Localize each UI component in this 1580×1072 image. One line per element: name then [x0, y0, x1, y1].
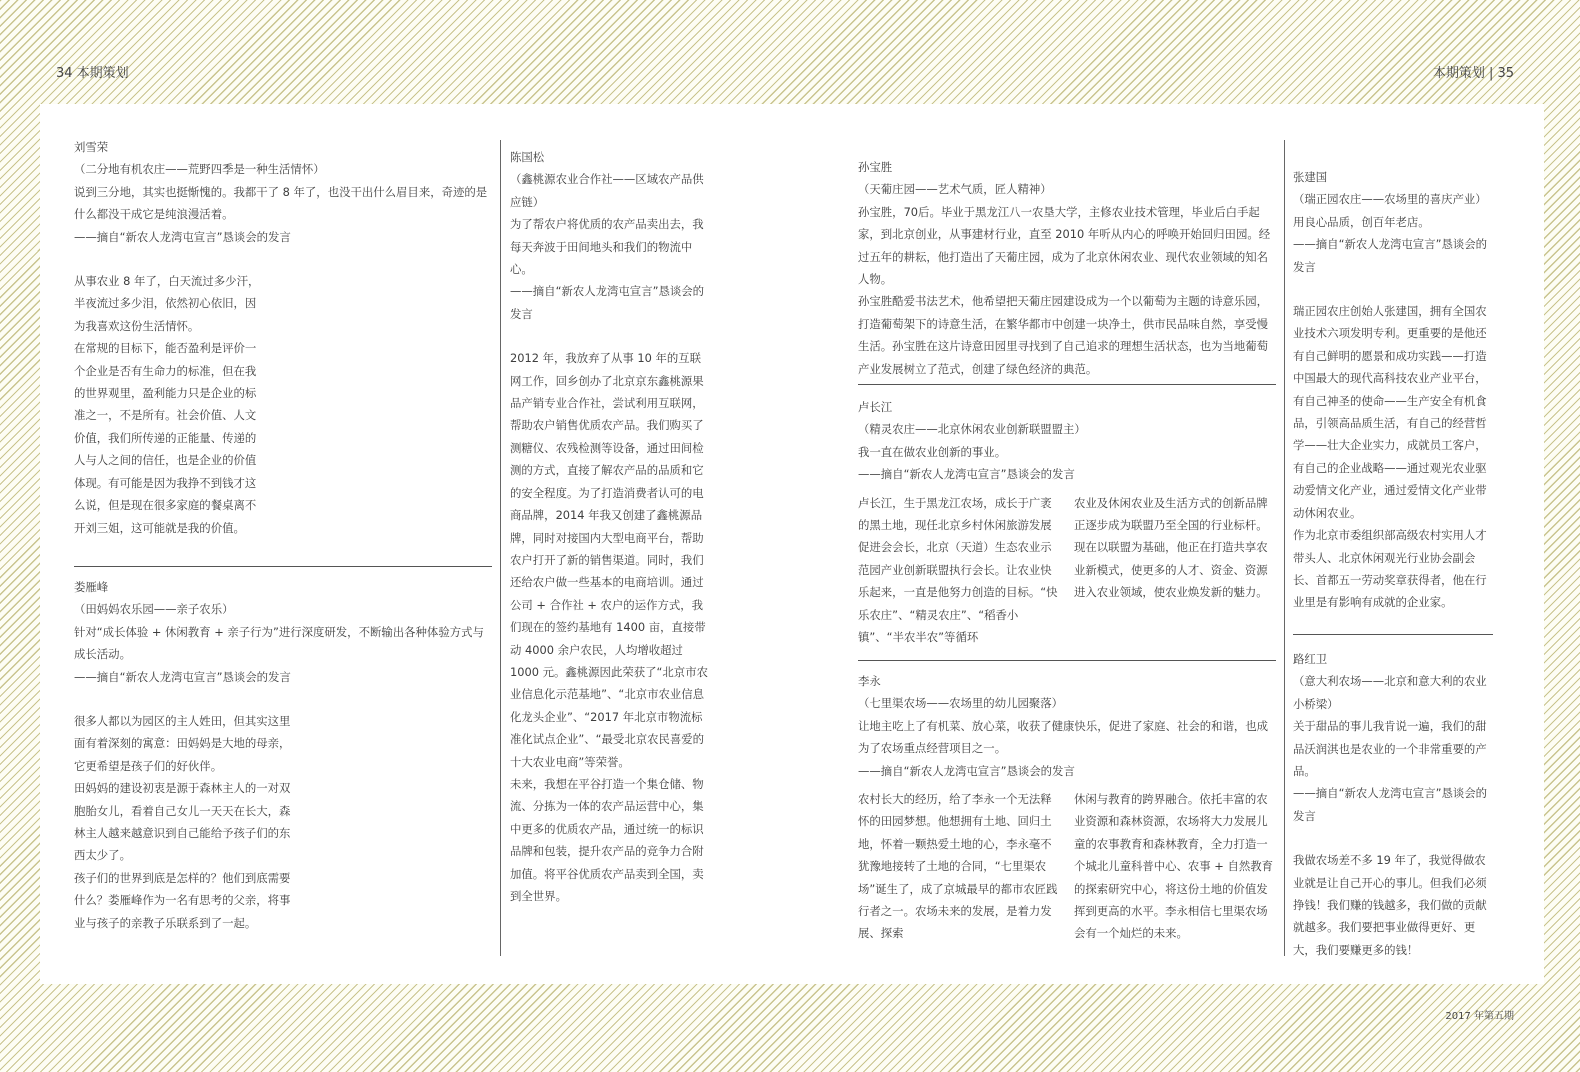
profile-body-left: 农村长大的经历，给了李永一个无法释怀的田园梦想。他想拥有土地、回归土地，怀着一颗热爱土地的心，李永毫不犹豫地接转了土地的合同，“七里渠农场”诞生了，成了京城最早的都市农匠践行者之一。农场未来的发展，是着力发展、探索	[858, 792, 1058, 941]
body-line: 面有着深刻的寓意：田妈妈是大地的母亲，	[74, 736, 291, 751]
body-line: 西太少了。	[74, 848, 131, 863]
body-line: 半夜流过多少泪，依然初心依旧，因	[74, 296, 257, 311]
profile-company: （鑫桃源农业合作社——区域农产品供应链）	[510, 172, 704, 209]
profile-body	[74, 270, 492, 539]
body-line: 么说，但是现在很多家庭的餐桌离不	[74, 498, 257, 513]
body-line: 个企业是否有生命力的标准，但在我	[74, 363, 257, 378]
profile-source: ——摘自“新农人龙湾屯宣言”恳谈会的发言	[858, 467, 1075, 482]
profile-company: （意大利农场——北京和意大利的农业小桥梁）	[1293, 674, 1487, 711]
profile-name: 陈国松	[510, 150, 545, 164]
section-divider	[858, 660, 1276, 661]
profile-name: 路红卫	[1293, 652, 1328, 666]
body-line: 从事农业 8 年了，白天流过多少汗，	[74, 274, 260, 289]
section-divider	[74, 566, 492, 567]
profile-company: （二分地有机农庄——荒野四季是一种生活情怀）	[74, 162, 325, 177]
profile-quote: 用良心品质，创百年老店。	[1293, 214, 1430, 229]
profile-lou	[74, 576, 494, 934]
profile-quote: 关于甜品的事儿我肯说一遍，我们的甜品沃润淇也是农业的一个非常重要的产品。	[1293, 719, 1487, 779]
profile-zhang	[1293, 166, 1493, 614]
body-line: 田妈妈的建设初衷是源于森林主人的一对双	[74, 781, 291, 796]
profile-name: 张建国	[1293, 170, 1328, 184]
profile-body-right: 农业及休闲农业及生活方式的创新品牌正逐步成为联盟乃至全国的行业标杆。现在以联盟为基础，他正在打造共享农业新模式，使更多的人才、资金、资源进入农业领域，使农业焕发新的魅力。	[1074, 495, 1268, 600]
body-line: 它更希望是孩子们的好伙伴。	[74, 758, 223, 773]
body-line: 开刘三姐，这可能就是我的价值。	[74, 520, 245, 535]
profile-source: ——摘自“新农人龙湾屯宣言”恳谈会的发言	[1293, 786, 1488, 823]
column-divider	[500, 140, 501, 956]
profile-body-paragraph: 2012 年，我放弃了从事 10 年的互联网工作，回乡创办了北京京东鑫桃源果品产销专业合作社，尝试利用互联网，帮助农户销售优质农产品。我们购买了测糖仪、农残检测等设备，通过田间检测的方式，直接了解农产品的品质和它的安全程度。为了打造消费者认可的电商品牌，2014 年我又创建了鑫桃源品牌，同时对接国内大型电商平台，帮助农户打开了新的销售渠道。同时，我们还给农户做一些基本的电商培训。通过公司 + 合作社 + 农户的运作方式，我们现在的签约基地有 1400 亩，直接带动 4000 余户农民，人均增收超过 1000 元。鑫桃源因此荣获了“北京市农业信息化示范基地”、“北京市农业信息化龙头企业”、“2017 年北京市物流标准化试点企业”、“最受北京农民喜爱的十大农业电商”等荣誉。	[510, 351, 708, 769]
profile-source: ——摘自“新农人龙湾屯宣言”恳谈会的发言	[858, 763, 1075, 778]
profile-li	[858, 670, 1276, 945]
profile-quote: 为了帮农户将优质的农产品卖出去，我每天奔波于田间地头和我们的物流中心。	[510, 217, 704, 277]
profile-liu	[74, 136, 492, 539]
body-line: 准之一，不是所有。社会价值、人文	[74, 408, 257, 423]
profile-name: 李永	[858, 674, 881, 688]
body-line: 价值，我们所传递的正能量、传递的	[74, 430, 257, 445]
column-divider	[1284, 140, 1285, 956]
body-line: 业与孩子的亲教子乐联系到了一起。	[74, 915, 257, 930]
profile-source: ——摘自“新农人龙湾屯宣言”恳谈会的发言	[510, 284, 705, 321]
body-line: 胞胎女儿，看着自己女儿一天天在长大，森	[74, 803, 291, 818]
profile-company: （瑞正园农庄——农场里的喜庆产业）	[1293, 192, 1487, 207]
body-line: 体现。有可能是因为我挣不到钱才这	[74, 475, 257, 490]
profile-body-paragraph: 孙宝胜，70后。毕业于黑龙江八一农垦大学，主修农业技术管理，毕业后白手起家，到北京创业，从事建材行业，直至 2010 年听从内心的呼唤开始回归田园。经过五年的耕耘，他打造出了天葡庄园，成为了北京休闲农业、现代农业领域的知名人物。	[858, 204, 1271, 287]
body-line: 人与人之间的信任，也是企业的价值	[74, 453, 257, 468]
body-line: 很多人都以为园区的主人姓田，但其实这里	[74, 714, 291, 729]
profile-source: ——摘自“新农人龙湾屯宣言”恳谈会的发言	[1293, 237, 1488, 274]
profile-body-paragraph: 作为北京市委组织部高级农村实用人才带头人、北京休闲观光行业协会副会长、首都五一劳动奖章获得者，他在行业里是有影响有成就的企业家。	[1293, 528, 1487, 610]
section-divider	[1293, 634, 1493, 635]
profile-quote: 说到三分地，其实也挺惭愧的。我都干了 8 年了，也没干出什么眉目来，奇迹的是什么都没干成它是纯浪漫活着。	[74, 184, 488, 222]
profile-body-paragraph: 瑞正园农庄创始人张建国，拥有全国农业技术六项发明专利。更重要的是他还有自己鲜明的愿景和成功实践——打造中国最大的现代高科技农业产业平台，有自己神圣的使命——生产安全有机食品，引领高品质生活，有自己的经营哲学——壮大企业实力，成就员工客户，有自己的企业战略——通过观光农业驱动爱情文化产业，通过爱情文化产业带动休闲农业。	[1293, 304, 1487, 520]
body-line: 的世界观里，盈利能力只是企业的标	[74, 386, 257, 401]
profile-chen	[510, 146, 712, 907]
issue-label: 2017 年第五期	[1445, 1011, 1514, 1022]
profile-body-right: 休闲与教育的跨界融合。依托丰富的农业资源和森林资源，农场将大力发展儿童的农事教育和森林教育，全力打造一个城北儿童科普中心、农事 + 自然教育的探索研究中心，将这份土地的价值发挥到更高的水平。李永相信七里渠农场会有一个灿烂的未来。	[1074, 792, 1274, 941]
article-panel	[40, 104, 1544, 984]
profile-lu	[858, 396, 1276, 648]
profile-body	[74, 710, 494, 934]
profile-source: ——摘自“新农人龙湾屯宣言”恳谈会的发言	[74, 229, 291, 244]
profile-company: （精灵农庄——北京休闲农业创新联盟盟主）	[858, 422, 1086, 437]
section-divider	[858, 384, 1276, 385]
profile-source: ——摘自“新农人龙湾屯宣言”恳谈会的发言	[74, 669, 291, 684]
profile-company: （七里渠农场——农场里的幼儿园聚落）	[858, 696, 1064, 711]
profile-name: 孙宝胜	[858, 160, 893, 174]
profile-name: 娄雁峰	[74, 580, 109, 594]
profile-quote: 我一直在做农业创新的事业。	[858, 444, 1007, 459]
profile-company: （田妈妈农乐园——亲子农乐）	[74, 602, 234, 617]
profile-body-paragraph: 未来，我想在平谷打造一个集仓储、物流、分拣为一体的农产品运营中心，集中更多的优质农产品，通过统一的标识品牌和包装，提升农产品的竞争力合附加值。将平谷优质农产品卖到全国，卖到全世界。	[510, 776, 704, 903]
body-line: 林主人越来越意识到自己能给予孩子们的东	[74, 826, 291, 841]
profile-body-left: 卢长江，生于黑龙江农场，成长于广袤的黑土地，现任北京乡村休闲旅游发展促进会会长，北京（天道）生态农业示范园产业创新联盟执行会长。让农业快乐起来，一直是他努力创造的目标。“快乐农庄”、“精灵农庄”、“稻香小镇”、“半农半农”等循环	[858, 495, 1058, 645]
body-line: 为我喜欢这份生活情怀。	[74, 318, 200, 333]
profile-name: 卢长江	[858, 400, 893, 414]
profile-body-paragraph: 孙宝胜酷爱书法艺术，他希望把天葡庄园建设成为一个以葡萄为主题的诗意乐园，打造葡萄架下的诗意生活，在繁华都市中创建一块净土，供市民品味自然，享受慢生活。孙宝胜在这片诗意田园里寻找到了自己追求的理想生活状态，也为当地葡萄产业发展树立了范式，创建了绿色经济的典范。	[858, 294, 1269, 376]
body-line: 在常规的目标下，能否盈利是评价一	[74, 341, 257, 356]
profile-company: （天葡庄园——艺术气质，匠人精神）	[858, 182, 1052, 197]
profile-sun	[858, 156, 1276, 380]
profile-quote: 让地主吃上了有机菜、放心菜，收获了健康快乐，促进了家庭、社会的和谐，也成为了农场重点经营项目之一。	[858, 718, 1269, 756]
profile-luhong	[1293, 648, 1493, 961]
body-line: 孩子们的世界到底是怎样的？他们到底需要	[74, 870, 291, 885]
profile-quote: 针对“成长体验 + 休闲教育 + 亲子行为”进行深度研发，不断输出各种体验方式与成长活动。	[74, 624, 484, 662]
page-header-left: 34 本期策划	[56, 66, 129, 81]
profile-body-paragraph: 我做农场差不多 19 年了，我觉得做农业就是让自己开心的事儿。但我们必须挣钱！我们赚的钱越多，我们做的贡献就越多。我们要把事业做得更好、更大，我们要赚更多的钱！	[1293, 853, 1487, 957]
profile-name: 刘雪荣	[74, 140, 109, 154]
body-line: 什么？娄雁峰作为一名有思考的父亲，将事	[74, 893, 291, 908]
page-header-right: 本期策划 | 35	[1432, 66, 1514, 81]
